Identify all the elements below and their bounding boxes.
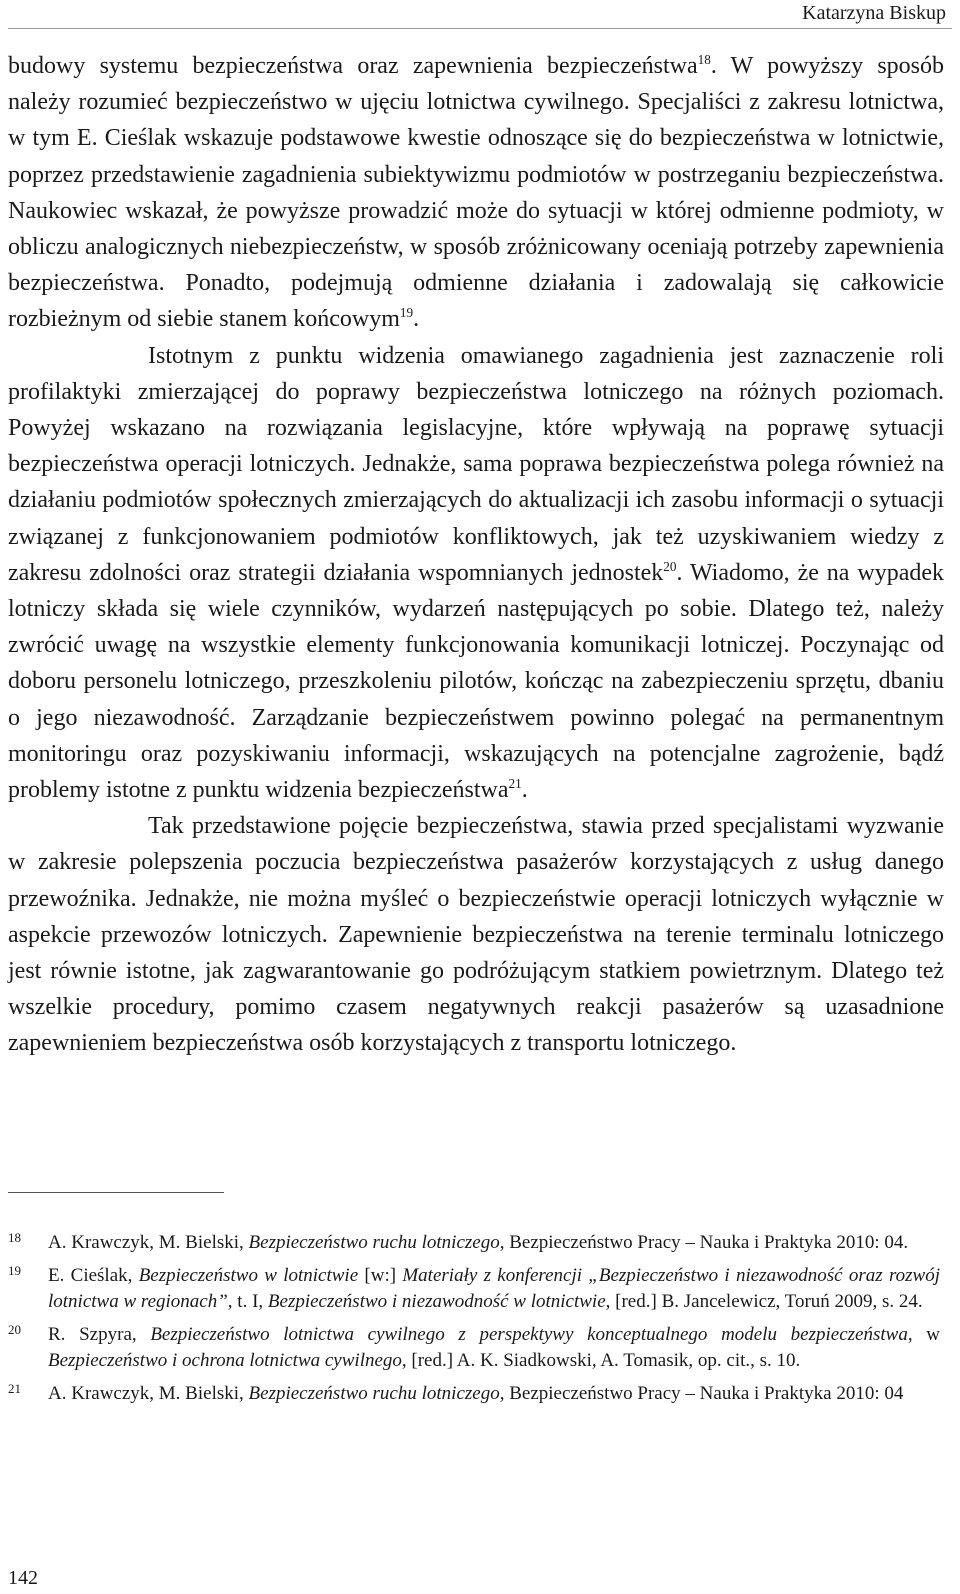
text-run: budowy systemu bezpieczeństwa oraz zapewnienia bezpieczeństwa bbox=[8, 53, 698, 79]
footnotes bbox=[8, 1230, 940, 1414]
footnote-number: 21 bbox=[8, 1381, 21, 1396]
text-run: . bbox=[521, 777, 528, 804]
paragraph bbox=[8, 338, 944, 809]
footnote-reference: 19 bbox=[399, 305, 414, 321]
header-divider bbox=[8, 28, 952, 29]
italic-title: Bezpieczeństwo ruchu lotniczego bbox=[248, 1383, 500, 1404]
footnote-text bbox=[48, 1322, 940, 1374]
text-run: A. Krawczyk, M. Bielski, bbox=[48, 1232, 249, 1253]
text-run: , Bezpieczeństwo Pracy – Nauka i Praktyka 2010: 04. bbox=[499, 1232, 909, 1253]
footnote bbox=[8, 1263, 940, 1315]
footnote-divider bbox=[8, 1192, 224, 1193]
footnote-number: 18 bbox=[8, 1230, 21, 1245]
text-run: , [red.] B. Jancelewicz, Toruń 2009, s. 24. bbox=[605, 1291, 923, 1312]
italic-title: Materiały z konferencji „Bezpieczeństwo i niezawodność oraz rozwój lotnictwa w regionach” bbox=[48, 1265, 940, 1312]
text-run: [w:] bbox=[358, 1265, 403, 1286]
italic-title: Bezpieczeństwo i niezawodność w lotnictwie bbox=[267, 1291, 606, 1312]
text-run: . Wiadomo, że na wypadek lotniczy składa się wiele czynników, wydarzeń następujących po sobie. Dlatego też, należy zwrócić uwagę na wszystkie elementy funkcjonowania komunikacji lotniczej. Poczynając od doboru personelu lotniczego, przeszkoleniu pilotów, kończąc na zabezpieczeniu sprzętu, dbaniu o jego niezawodność. Zarządzanie bezpieczeństwem powinno polegać na permanentnym monitoringu oraz pozyskiwaniu informacji, wskazujących na potencjalne zagrożenie, bądź problemy istotne z punktu widzenia bezpieczeństwa bbox=[8, 559, 944, 804]
italic-title: Bezpieczeństwo i ochrona lotnictwa cywilnego bbox=[48, 1350, 402, 1371]
footnote-reference: 18 bbox=[697, 51, 711, 67]
footnote bbox=[8, 1230, 940, 1256]
footnote-text bbox=[48, 1263, 940, 1315]
footnote-text bbox=[48, 1381, 940, 1407]
footnote bbox=[8, 1381, 940, 1407]
text-run: , t. I, bbox=[227, 1291, 268, 1312]
italic-title: Bezpieczeństwo w lotnictwie bbox=[138, 1265, 359, 1286]
main-text bbox=[8, 48, 944, 1062]
footnote-reference: 21 bbox=[508, 775, 522, 791]
text-run: , [red.] A. K. Siadkowski, A. Tomasik, op. cit., s. 10. bbox=[401, 1350, 801, 1371]
text-run: . W powyższy sposób należy rozumieć bezpieczeństwo w ujęciu lotnictwa cywilnego. Specjaliści z zakresu lotnictwa, w tym E. Cieślak wskazuje podstawowe kwestie odnoszące się do bezpieczeństwa w lotnictwie, poprzez przedstawienie zagadnienia subiektywizmu podmiotów w postrzeganiu bezpieczeństwa. Naukowiec wskazał, że powyższe prowadzić może do sytuacji w której odmienne podmioty, w obliczu analogicznych niebezpieczeństw, w sposób zróżnicowany oceniają potrzeby zapewnienia bezpieczeństwa. Ponadto, podejmują odmienne działania i zadowalają się całkowicie rozbieżnym od siebie stanem końcowym bbox=[8, 53, 944, 333]
footnote-reference: 20 bbox=[663, 558, 677, 574]
footnote-number: 20 bbox=[8, 1322, 21, 1337]
text-run: Istotnym z punktu widzenia omawianego zagadnienia jest zaznaczenie roli profilaktyki zmierzającej do poprawy bezpieczeństwa lotniczego na różnych poziomach. Powyżej wskazano na rozwiązania legislacyjne, które wpływają na poprawę sytuacji bezpieczeństwa operacji lotniczych. Jednakże, sama poprawa bezpieczeństwa polega również na działaniu podmiotów społecznych zmierzających do aktualizacji ich zasobu informacji o sytuacji związanej z funkcjonowaniem podmiotów konfliktowych, jak też uzyskiwaniem wiedzy z zakresu zdolności oraz strategii działania wspomnianych jednostek bbox=[8, 342, 944, 586]
footnote-number: 19 bbox=[8, 1263, 21, 1278]
text-run: . bbox=[413, 306, 420, 333]
italic-title: Bezpieczeństwo ruchu lotniczego bbox=[248, 1232, 500, 1253]
paragraph bbox=[8, 48, 944, 338]
header-author: Katarzyna Biskup bbox=[802, 2, 946, 24]
text-run: E. Cieślak, bbox=[48, 1265, 139, 1286]
text-run: R. Szpyra, bbox=[48, 1324, 151, 1345]
page-number: 142 bbox=[8, 1567, 38, 1589]
text-run: A. Krawczyk, M. Bielski, bbox=[48, 1383, 249, 1404]
footnote-text bbox=[48, 1230, 940, 1256]
text-run: , w bbox=[907, 1324, 941, 1345]
footnote bbox=[8, 1322, 940, 1374]
text-run: , Bezpieczeństwo Pracy – Nauka i Praktyka 2010: 04 bbox=[499, 1383, 904, 1404]
text-run: Tak przedstawione pojęcie bezpieczeństwa, stawia przed specjalistami wyzwanie w zakresie polepszenia poczucia bezpieczeństwa pasażerów korzystających z usług danego przewoźnika. Jednakże, nie można myśleć o bezpieczeństwie operacji lotniczych wyłącznie w aspekcie przewozów lotniczych. Zapewnienie bezpieczeństwa na terenie terminalu lotniczego jest równie istotne, jak zagwarantowanie go podróżującym statkiem powietrznym. Dlatego też wszelkie procedury, pomimo czasem negatywnych reakcji pasażerów są uzasadnione zapewnieniem bezpieczeństwa osób korzystających z transportu lotniczego. bbox=[8, 813, 944, 1057]
italic-title: Bezpieczeństwo lotnictwa cywilnego z perspektywy konceptualnego modelu bezpieczeństwa bbox=[150, 1324, 908, 1345]
paragraph bbox=[8, 808, 944, 1061]
